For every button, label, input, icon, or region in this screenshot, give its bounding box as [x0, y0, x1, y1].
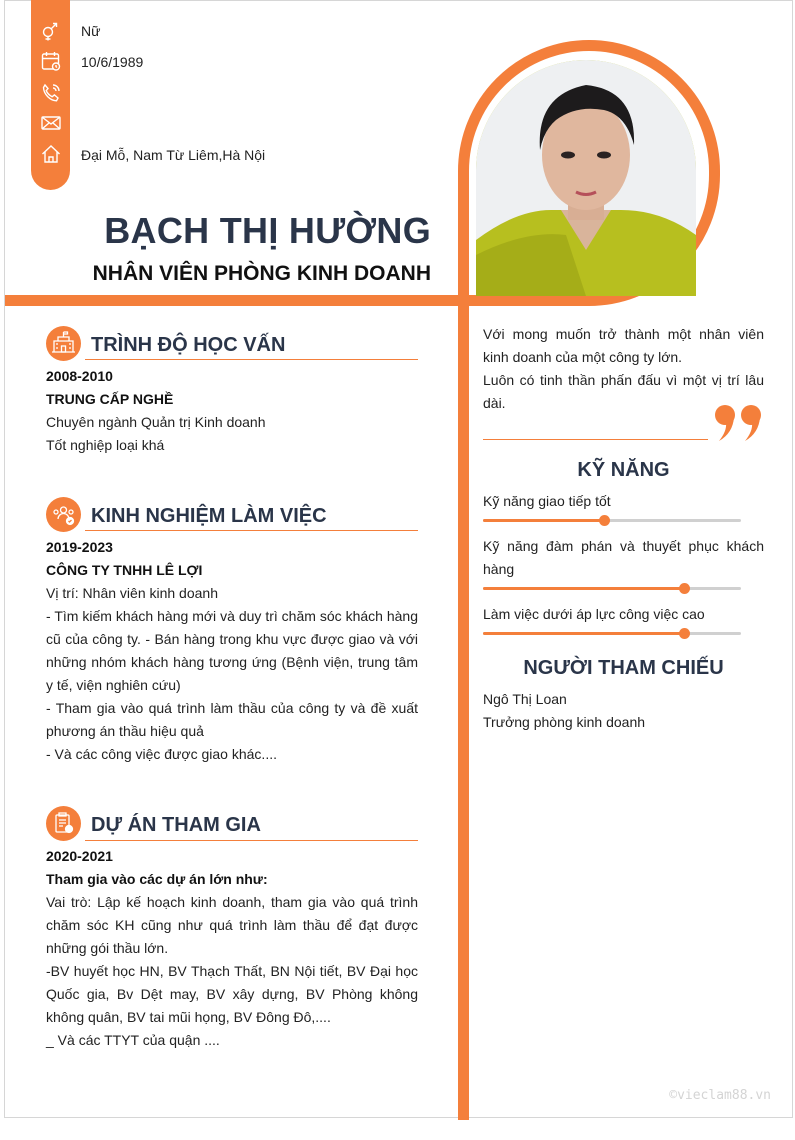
experience-block: [46, 536, 418, 766]
experience-period: 2019-2023: [46, 539, 113, 555]
objective-underline: [483, 439, 708, 440]
mail-icon: [40, 112, 62, 134]
education-period: 2008-2010: [46, 368, 113, 384]
quote-icon: [713, 403, 765, 443]
divider-vertical: [458, 260, 469, 1120]
skill-fill-1: [483, 519, 604, 522]
experience-desc-1: - Tìm kiếm khách hàng mới và duy trì chăm sóc khách hàng cũ của công ty. - Bán hàng trong khu vực được giao và với những nhóm khách hàng tương ứng (Bệnh viện, trung tâm y tế, viện nghiên cứu): [46, 608, 418, 693]
education-block: [46, 365, 418, 457]
experience-desc-2: - Tham gia vào quá trình làm thầu của công ty và đề xuất phương án thầu hiệu quả: [46, 700, 418, 739]
address-text: Đại Mỗ, Nam Từ Liêm,Hà Nội: [81, 147, 266, 163]
education-grade: Tốt nghiệp loại khá: [46, 437, 165, 453]
education-major: Chuyên ngành Quản trị Kinh doanh: [46, 414, 266, 430]
team-icon: [46, 497, 81, 532]
projects-block: [46, 845, 418, 1052]
education-underline: [85, 359, 418, 360]
candidate-name: BẠCH THỊ HƯỜNG: [104, 210, 431, 251]
skill-label-1: Kỹ năng giao tiếp tốt: [483, 493, 611, 509]
watermark: ©vieclam88.vn: [669, 1088, 771, 1103]
projects-subtitle: Tham gia vào các dự án lớn như:: [46, 871, 268, 887]
projects-desc-3: _ Và các TTYT của quận ....: [46, 1032, 220, 1048]
references-heading: NGƯỜI THAM CHIẾU: [523, 657, 724, 679]
projects-underline: [85, 840, 418, 841]
skill-bar-1: [483, 519, 741, 522]
experience-desc-3: - Và các công việc được giao khác....: [46, 746, 277, 762]
birthday-text: 10/6/1989: [81, 54, 144, 70]
experience-heading: KINH NGHIỆM LÀM VIỆC: [91, 505, 327, 527]
reference-name: Ngô Thị Loan: [483, 691, 567, 707]
skill-bar-3: [483, 632, 741, 635]
objective-line-2: Luôn có tinh thần phấn đấu vì một vị trí lâu dài.: [483, 372, 764, 411]
projects-desc-2: -BV huyết học HN, BV Thạch Thất, BN Nội tiết, BV Đại học Quốc gia, Bv Dệt may, BV xây dựng, BV Phòng không không quân, BV tai mũi họng, BV Đông Đô,....: [46, 963, 418, 1025]
education-school: TRUNG CẤP NGHỀ: [46, 391, 174, 407]
objective-block: [483, 323, 764, 415]
school-icon: [46, 326, 81, 361]
job-title: NHÂN VIÊN PHÒNG KINH DOANH: [92, 262, 431, 285]
skills-heading: KỸ NĂNG: [577, 459, 670, 481]
skill-label-3: Làm việc dưới áp lực công việc cao: [483, 606, 705, 622]
projects-period: 2020-2021: [46, 848, 113, 864]
experience-role: Vị trí: Nhân viên kinh doanh: [46, 585, 218, 601]
profile-photo: [476, 60, 696, 296]
skill-fill-2: [483, 587, 684, 590]
experience-company: CÔNG TY TNHH LÊ LỢI: [46, 562, 203, 578]
education-heading: TRÌNH ĐỘ HỌC VẤN: [91, 334, 286, 356]
reference-position: Trưởng phòng kinh doanh: [483, 714, 646, 730]
skill-fill-3: [483, 632, 684, 635]
skill-label-2: Kỹ năng đàm phán và thuyết phục khách hàng: [483, 538, 764, 577]
gender-icon: [40, 20, 62, 42]
gender-text: Nữ: [81, 23, 101, 39]
objective-line-1: Với mong muốn trở thành một nhân viên kinh doanh của một công ty lớn.: [483, 326, 764, 365]
skill-bar-2: [483, 587, 741, 590]
home-icon: [40, 143, 62, 165]
projects-desc-1: Vai trò: Lập kế hoạch kinh doanh, tham gia vào quá trình chăm sóc KH cũng như quá trình làm thầu để đạt được những gói thầu lớn.: [46, 894, 418, 956]
projects-heading: DỰ ÁN THAM GIA: [91, 814, 261, 836]
phone-icon: [40, 82, 62, 104]
references-block: [483, 688, 764, 734]
project-icon: [46, 806, 81, 841]
divider-horizontal: [5, 295, 525, 306]
calendar-icon: [40, 50, 62, 72]
experience-underline: [85, 530, 418, 531]
